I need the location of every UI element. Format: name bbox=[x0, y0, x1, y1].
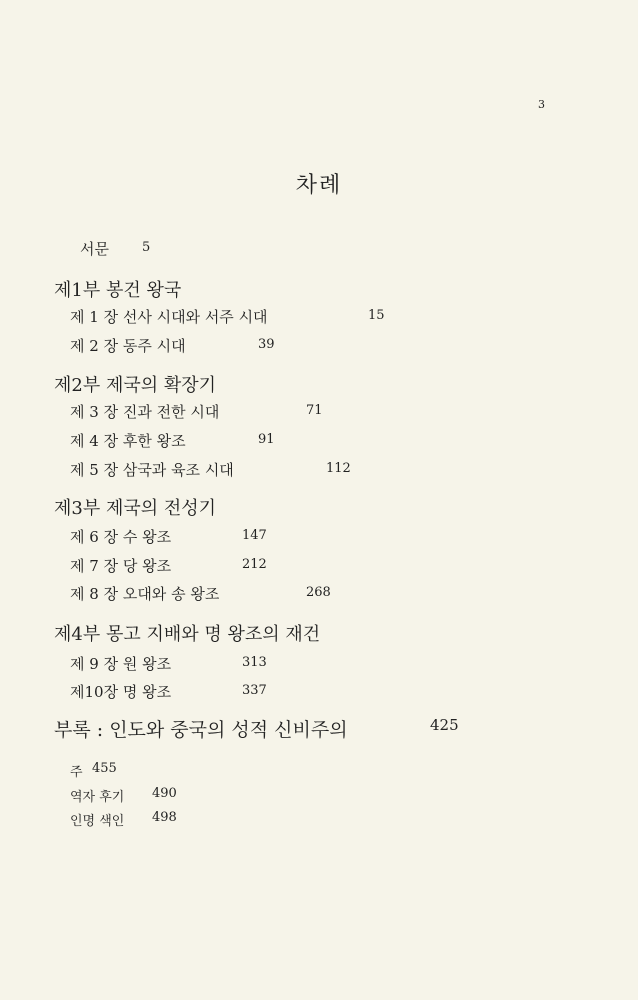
toc-back-page: 490 bbox=[152, 786, 177, 801]
toc-part-title: 제3부 제국의 전성기 bbox=[54, 498, 216, 519]
toc-part-2 bbox=[54, 371, 216, 397]
toc-back-page: 455 bbox=[92, 761, 117, 776]
toc-entry-label: 서문 bbox=[80, 240, 109, 258]
toc-chapter-label: 제 5 장 삼국과 육조 시대 bbox=[70, 461, 234, 479]
toc-entry-preface bbox=[80, 238, 151, 259]
toc-chapter-1 bbox=[70, 306, 385, 327]
toc-chapter-label: 제 7 장 당 왕조 bbox=[70, 557, 172, 575]
toc-back-afterword bbox=[70, 786, 177, 805]
toc-chapter-3 bbox=[70, 401, 323, 422]
toc-part-title: 제2부 제국의 확장기 bbox=[54, 375, 216, 396]
toc-part-title: 제4부 몽고 지배와 명 왕조의 재건 bbox=[54, 624, 321, 645]
toc-chapter-label: 제 2 장 동주 시대 bbox=[70, 337, 186, 355]
toc-back-page: 498 bbox=[152, 810, 177, 825]
toc-part-title: 제1부 봉건 왕국 bbox=[54, 280, 182, 301]
toc-back-notes bbox=[70, 761, 117, 780]
toc-chapter-label: 제 1 장 선사 시대와 서주 시대 bbox=[70, 308, 268, 326]
toc-appendix-page: 425 bbox=[430, 716, 459, 734]
toc-back-label: 주 bbox=[70, 765, 83, 780]
toc-chapter-label: 제 6 장 수 왕조 bbox=[70, 528, 172, 546]
toc-chapter-4 bbox=[70, 430, 275, 451]
toc-chapter-7 bbox=[70, 555, 267, 576]
toc-appendix-label: 부록 : 인도와 중국의 성적 신비주의 bbox=[54, 719, 348, 741]
toc-chapter-page: 91 bbox=[258, 432, 275, 447]
toc-chapter-label: 제 8 장 오대와 송 왕조 bbox=[70, 585, 220, 603]
toc-part-1 bbox=[54, 276, 181, 302]
toc-chapter-page: 212 bbox=[242, 557, 267, 572]
toc-chapter-10 bbox=[70, 681, 267, 702]
toc-chapter-label: 제 3 장 진과 전한 시대 bbox=[70, 403, 220, 421]
toc-part-4 bbox=[54, 620, 320, 646]
toc-back-label: 역자 후기 bbox=[70, 790, 125, 805]
toc-chapter-8 bbox=[70, 583, 331, 604]
page-number: 3 bbox=[538, 98, 545, 111]
toc-back-index bbox=[70, 810, 177, 829]
toc-appendix bbox=[54, 715, 459, 742]
toc-chapter-page: 268 bbox=[306, 585, 331, 600]
toc-chapter-page: 112 bbox=[326, 461, 351, 476]
toc-chapter-page: 15 bbox=[368, 308, 385, 323]
toc-chapter-5 bbox=[70, 459, 351, 480]
toc-entry-page: 5 bbox=[142, 240, 151, 255]
toc-chapter-label: 제10장 명 왕조 bbox=[70, 683, 172, 701]
toc-back-label: 인명 색인 bbox=[70, 814, 125, 829]
page-title: 차례 bbox=[295, 173, 343, 198]
toc-chapter-9 bbox=[70, 653, 267, 674]
toc-chapter-page: 71 bbox=[306, 403, 323, 418]
toc-chapter-page: 147 bbox=[242, 528, 267, 543]
toc-chapter-page: 39 bbox=[258, 337, 275, 352]
toc-part-3 bbox=[54, 494, 216, 520]
toc-chapter-label: 제 9 장 원 왕조 bbox=[70, 655, 172, 673]
toc-chapter-label: 제 4 장 후한 왕조 bbox=[70, 432, 186, 450]
toc-chapter-page: 313 bbox=[242, 655, 267, 670]
toc-chapter-6 bbox=[70, 526, 267, 547]
toc-chapter-page: 337 bbox=[242, 683, 267, 698]
toc-chapter-2 bbox=[70, 335, 275, 356]
